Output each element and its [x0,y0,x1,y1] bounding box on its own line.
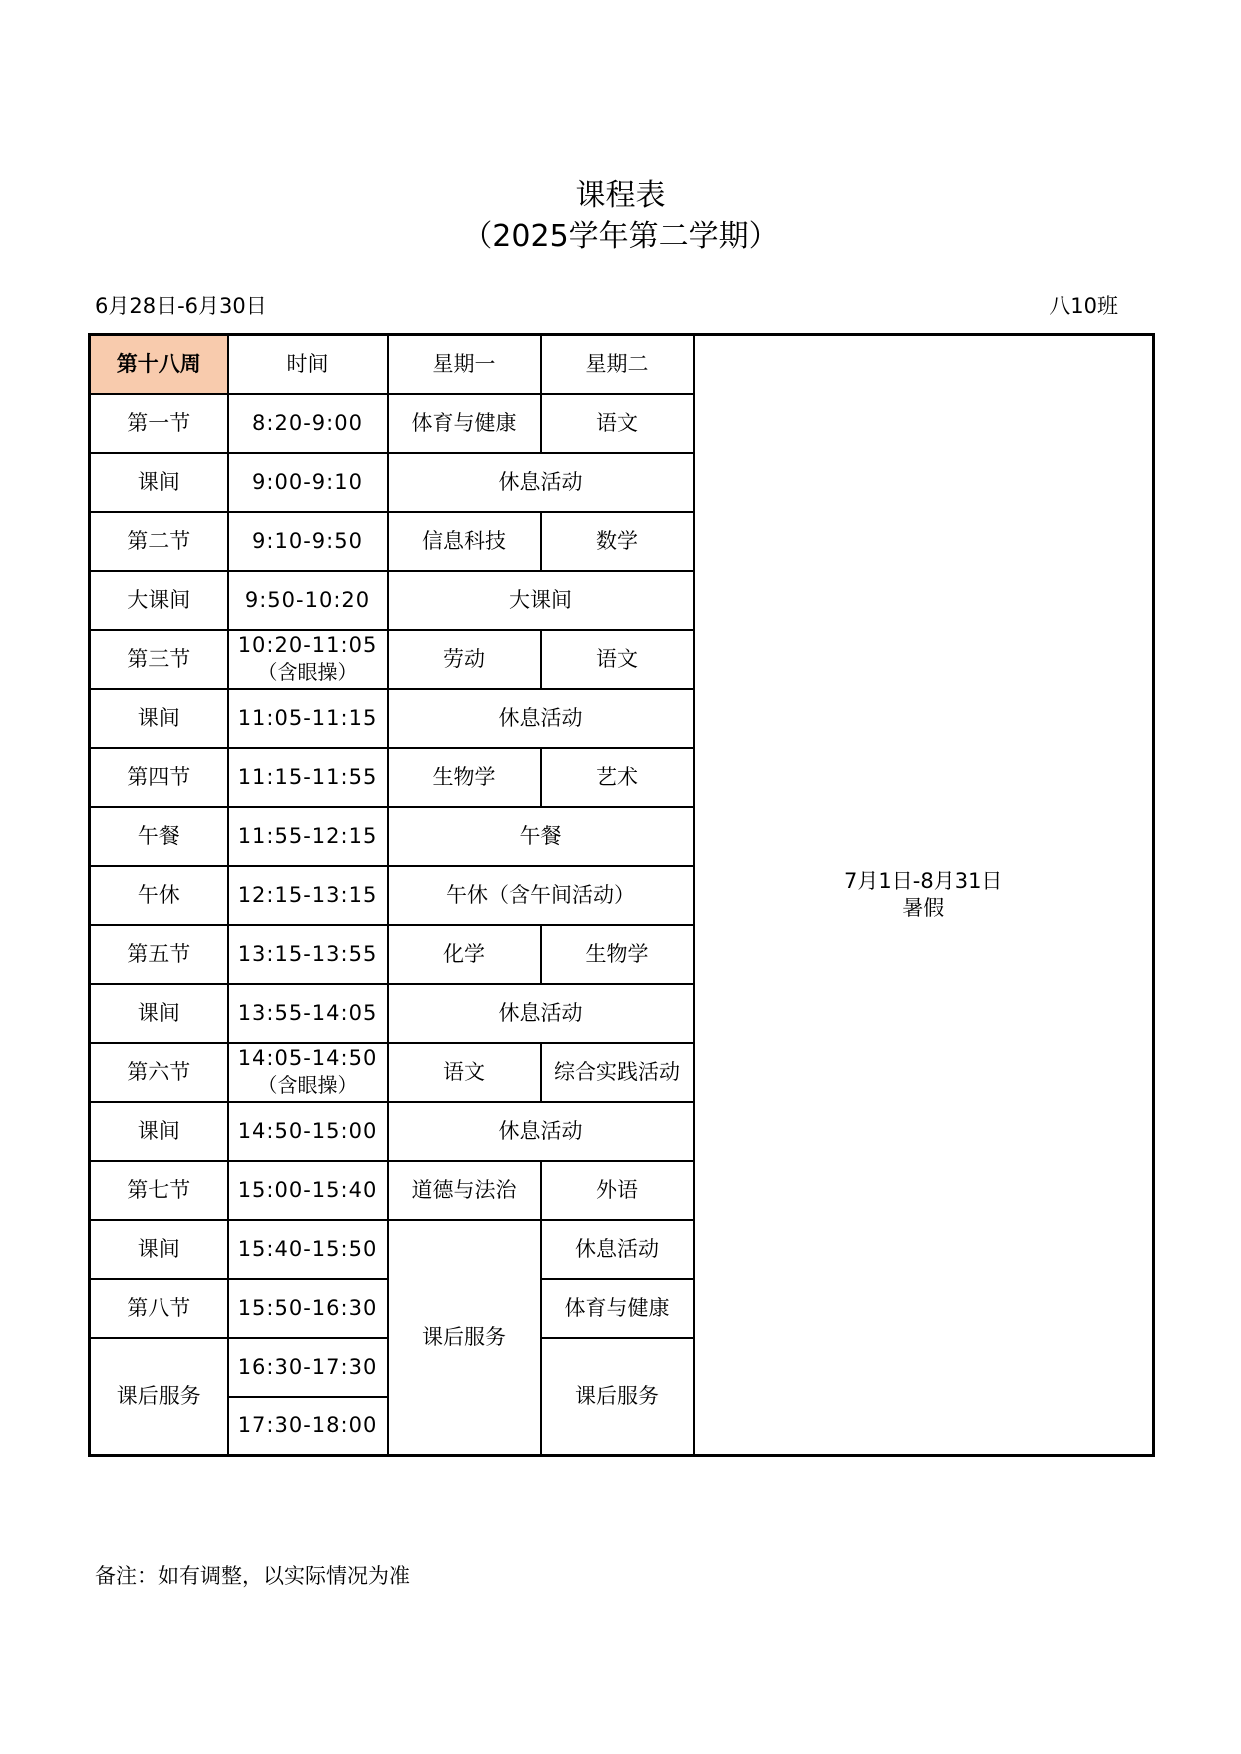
tuesday-cell: 生物学 [541,925,694,984]
vacation-cell [694,335,1154,1456]
page-title: 课程表 [575,178,666,213]
tuesday-cell: 综合实践活动 [541,1043,694,1102]
tuesday-cell: 语文 [541,394,694,453]
monday-header: 星期一 [388,335,541,394]
time-cell: 17:30-18:00 [228,1397,388,1456]
tuesday-cell: 艺术 [541,748,694,807]
time-cell: 15:50-16:30 [228,1279,388,1338]
tuesday-after-school-cell: 课后服务 [541,1338,694,1456]
period-cell: 第四节 [90,748,228,807]
period-cell: 课间 [90,1220,228,1279]
time-cell: 13:15-13:55 [228,925,388,984]
tuesday-header: 星期二 [541,335,694,394]
period-cell: 第一节 [90,394,228,453]
time-note: （含眼操） [257,1073,358,1097]
vacation-label: 暑假 [902,896,945,920]
tuesday-cell: 体育与健康 [541,1279,694,1338]
time-cell: 15:40-15:50 [228,1220,388,1279]
period-cell: 课间 [90,689,228,748]
monday-after-school-cell: 课后服务 [388,1220,541,1456]
time-cell: 11:15-11:55 [228,748,388,807]
time-note: （含眼操） [257,660,358,684]
period-cell: 第五节 [90,925,228,984]
schedule-table [88,333,1155,1457]
period-cell: 第七节 [90,1161,228,1220]
vacation-dates: 7月1日-8月31日 [844,869,1003,893]
time-cell [228,1043,388,1102]
time-cell: 13:55-14:05 [228,984,388,1043]
time-cell: 8:20-9:00 [228,394,388,453]
time-header: 时间 [228,335,388,394]
merged-activity-cell: 午休（含午间活动） [388,866,694,925]
period-cell: 大课间 [90,571,228,630]
week-label: 第十八周 [90,335,228,394]
time-range: 10:20-11:05 [237,633,378,657]
date-range: 6月28日-6月30日 [95,294,267,318]
period-cell: 课间 [90,1102,228,1161]
monday-cell: 劳动 [388,630,541,689]
merged-activity-cell: 午餐 [388,807,694,866]
class-name: 八10班 [1049,294,1118,318]
time-cell [228,630,388,689]
period-cell: 第八节 [90,1279,228,1338]
merged-activity-cell: 大课间 [388,571,694,630]
table-header-row [90,335,1154,394]
time-range: 14:05-14:50 [237,1046,378,1070]
tuesday-cell: 休息活动 [541,1220,694,1279]
tuesday-cell: 语文 [541,630,694,689]
period-cell: 午休 [90,866,228,925]
tuesday-cell: 数学 [541,512,694,571]
time-cell: 11:05-11:15 [228,689,388,748]
monday-cell: 体育与健康 [388,394,541,453]
period-cell: 第二节 [90,512,228,571]
monday-cell: 道德与法治 [388,1161,541,1220]
time-cell: 16:30-17:30 [228,1338,388,1397]
period-cell: 课间 [90,453,228,512]
time-cell: 11:55-12:15 [228,807,388,866]
merged-activity-cell: 休息活动 [388,984,694,1043]
time-cell: 14:50-15:00 [228,1102,388,1161]
time-cell: 15:00-15:40 [228,1161,388,1220]
page-subtitle: （2025学年第二学期） [462,219,779,254]
monday-cell: 化学 [388,925,541,984]
merged-activity-cell: 休息活动 [388,689,694,748]
tuesday-cell: 外语 [541,1161,694,1220]
time-cell: 12:15-13:15 [228,866,388,925]
monday-cell: 语文 [388,1043,541,1102]
time-cell: 9:50-10:20 [228,571,388,630]
time-cell: 9:10-9:50 [228,512,388,571]
monday-cell: 信息科技 [388,512,541,571]
monday-cell: 生物学 [388,748,541,807]
period-cell: 第六节 [90,1043,228,1102]
period-cell: 课后服务 [90,1338,228,1456]
merged-activity-cell: 休息活动 [388,453,694,512]
period-cell: 午餐 [90,807,228,866]
merged-activity-cell: 休息活动 [388,1102,694,1161]
time-cell: 9:00-9:10 [228,453,388,512]
period-cell: 课间 [90,984,228,1043]
footnote: 备注：如有调整，以实际情况为准 [95,1564,410,1588]
period-cell: 第三节 [90,630,228,689]
